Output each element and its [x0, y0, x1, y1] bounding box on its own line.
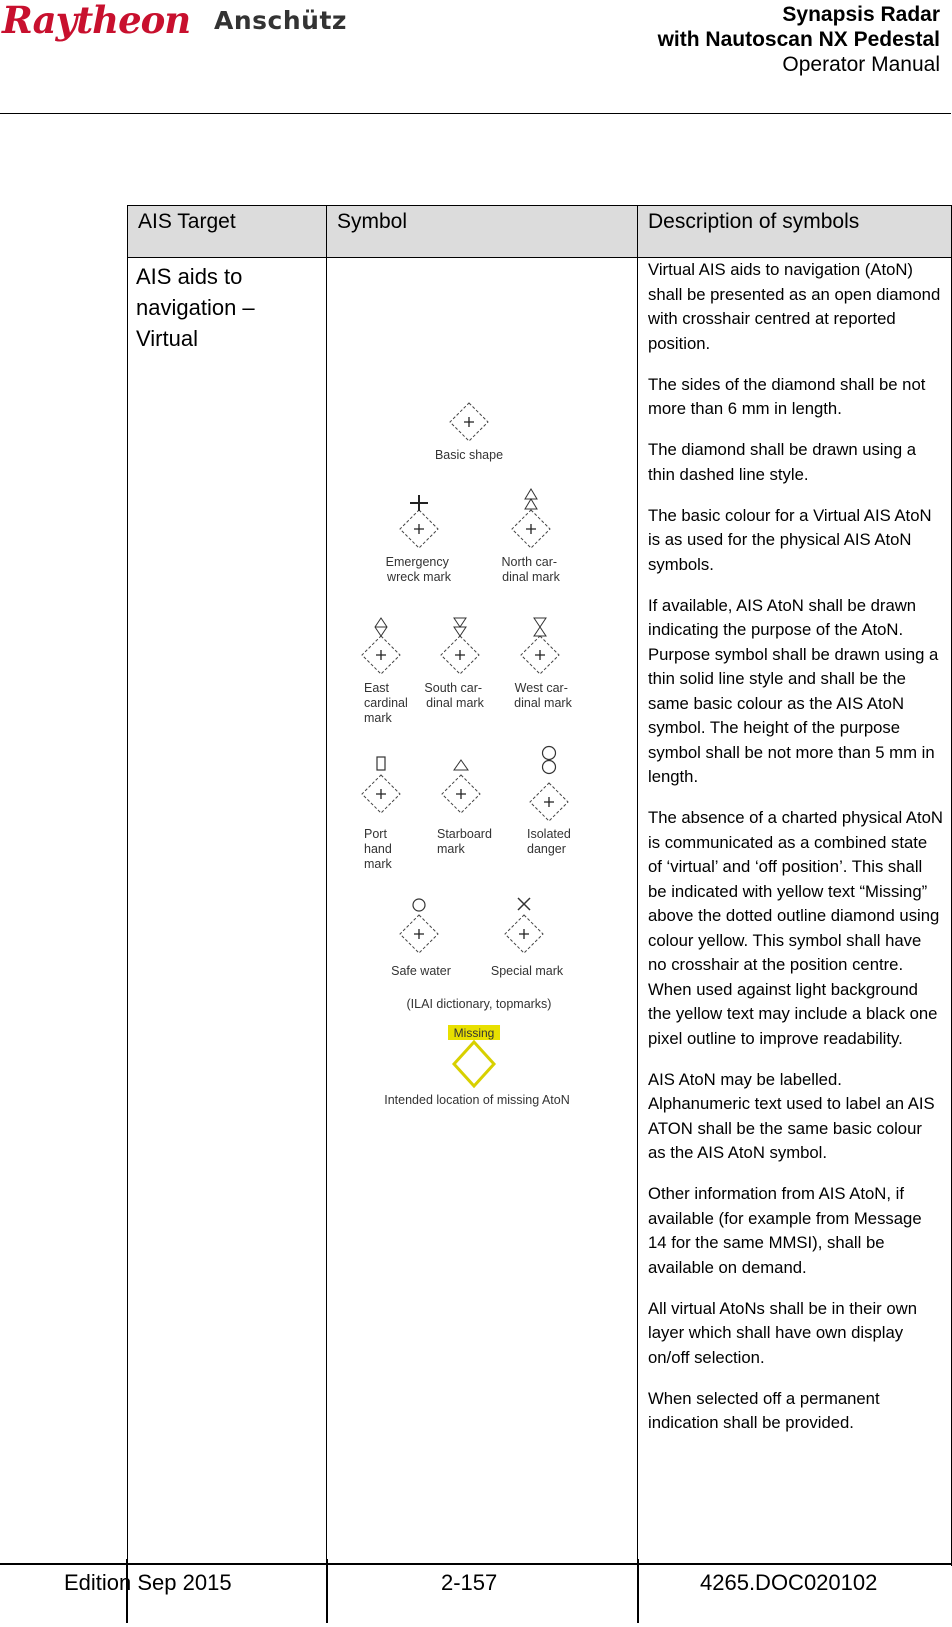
east-cardinal-mark-symbol [362, 618, 411, 725]
footer-edition: Edition Sep 2015 [64, 1570, 232, 1595]
logo-anschutz: Anschütz [214, 6, 347, 35]
south-cardinal-mark-symbol [424, 618, 485, 710]
south-label-2: dinal mark [426, 696, 484, 710]
footer-document-number: 4265.DOC020102 [700, 1570, 878, 1595]
north-label-1: North car- [501, 555, 558, 569]
description-cell [638, 258, 952, 1566]
isolated-label-2: danger [527, 842, 566, 856]
table-row [128, 258, 952, 1566]
east-label-1: East [364, 681, 390, 695]
title-line-3: Operator Manual [782, 53, 940, 76]
svg-text:Port hand [364, 827, 395, 871]
svg-text:Starboard mark [437, 827, 495, 856]
emergency-wreck-mark-symbol [386, 495, 453, 584]
west-label-2: dinal mark [514, 696, 572, 710]
west-label-1: West car- [514, 681, 568, 695]
logo-raytheon: Raytheon [2, 0, 191, 42]
starboard-label-1: Starboard [437, 827, 492, 841]
emergency-label-2: wreck mark [387, 570, 451, 584]
south-label-1: South car- [424, 681, 483, 695]
special-mark-symbol [491, 898, 564, 978]
west-cardinal-mark-symbol [514, 618, 572, 710]
ais-symbol-table [127, 205, 952, 1566]
north-label-2: dinal mark [502, 570, 560, 584]
description-paragraph: When selected off a permanent indication shall be provided. [648, 1388, 880, 1432]
description-paragraph: The absence of a charted physical AtoN is communicated as a combined state of ‘virtual’ and ‘off position’. This shall be indicated with yellow text “Missing” above the dotted outline diamond using colour yellow. This symbol shall have no crosshair at the position centre. When used against light background the yellow text may include a black one pixel outline to improve readability. [648, 808, 943, 1048]
column-header-symbol: Symbol [327, 206, 638, 258]
title-line-1: Synapsis Radar [782, 3, 940, 26]
footer-column-line [326, 1559, 328, 1623]
page-footer [0, 1563, 951, 1625]
column-header-ais-target: AIS Target [128, 206, 327, 258]
svg-text:East cardinal [364, 681, 411, 725]
east-label-2: cardinal [364, 696, 408, 710]
header-rule [0, 113, 951, 114]
description-paragraph: The basic colour for a Virtual AIS AtoN is as used for the physical AIS AtoN symbols. [648, 505, 932, 574]
basic-shape-label: Basic shape [434, 448, 504, 462]
svg-text:North car- dinal m [501, 555, 560, 584]
port-label-2: hand [364, 842, 392, 856]
table-header-row [128, 206, 952, 258]
isolated-label-1: Isolated [527, 827, 571, 841]
north-cardinal-mark-symbol [501, 489, 560, 584]
footer-page-number: 2-157 [441, 1570, 498, 1595]
description-paragraph: All virtual AtoNs shall be in their own layer which shall have own display on/off selection. [648, 1298, 917, 1367]
basic-shape-symbol [435, 403, 503, 462]
document-title [658, 2, 940, 77]
svg-text:West car- dinal ma [514, 681, 572, 710]
ais-target-cell: AIS aids to navigation – Virtual [128, 258, 327, 1566]
svg-text:Isolated danger [527, 827, 574, 856]
ilai-dictionary-caption: (ILAI dictionary, topmarks) [406, 997, 552, 1011]
east-label-3: mark [364, 711, 392, 725]
safe-water-symbol [391, 899, 451, 978]
starboard-label-2: mark [437, 842, 465, 856]
title-line-2: with Nautoscan NX Pedestal [657, 28, 940, 51]
safe-water-label: Safe water [391, 964, 451, 978]
missing-aton-symbol [384, 1025, 570, 1107]
port-label-3: mark [364, 857, 392, 871]
svg-text:South car- dinal m [424, 681, 485, 710]
description-paragraph: The diamond shall be drawn using a thin dashed line style. [648, 440, 917, 484]
missing-label: Missing [453, 1026, 495, 1040]
emergency-label-1: Emergency [385, 555, 449, 569]
description-paragraph: Other information from AIS AtoN, if available (for example from Message 14 for the same MMSI), shall be available on demand. [648, 1184, 922, 1277]
svg-text:Emergency wreck ma [386, 555, 453, 584]
symbol-cell [327, 258, 638, 1566]
column-header-description: Description of symbols [638, 206, 952, 258]
description-paragraph: The sides of the diamond shall be not more than 6 mm in length. [648, 374, 926, 418]
aton-symbol-figure [364, 397, 599, 1137]
port-hand-mark-symbol [362, 757, 400, 871]
missing-caption: Intended location of missing AtoN [384, 1093, 570, 1107]
starboard-mark-symbol [437, 760, 495, 856]
description-paragraph: AIS AtoN may be labelled. Alphanumeric text used to label an AIS ATON shall be the same basic colour as the AIS AtoN symbol. [648, 1069, 935, 1162]
description-paragraph: If available, AIS AtoN shall be drawn indicating the purpose of the AtoN. Purpose symbol shall be drawn using a thin solid line style and shall be the same basic colour as the AIS AtoN symbol. The height of the purpose symbol shall be not more than 5 mm in length. [648, 595, 939, 786]
description-paragraph: Virtual AIS aids to navigation (AtoN) shall be presented as an open diamond with crosshair centred at reported position. [648, 260, 941, 353]
isolated-danger-symbol [527, 747, 574, 857]
port-label-1: Port [364, 827, 387, 841]
special-mark-label: Special mark [490, 964, 564, 978]
footer-column-line [637, 1559, 639, 1623]
